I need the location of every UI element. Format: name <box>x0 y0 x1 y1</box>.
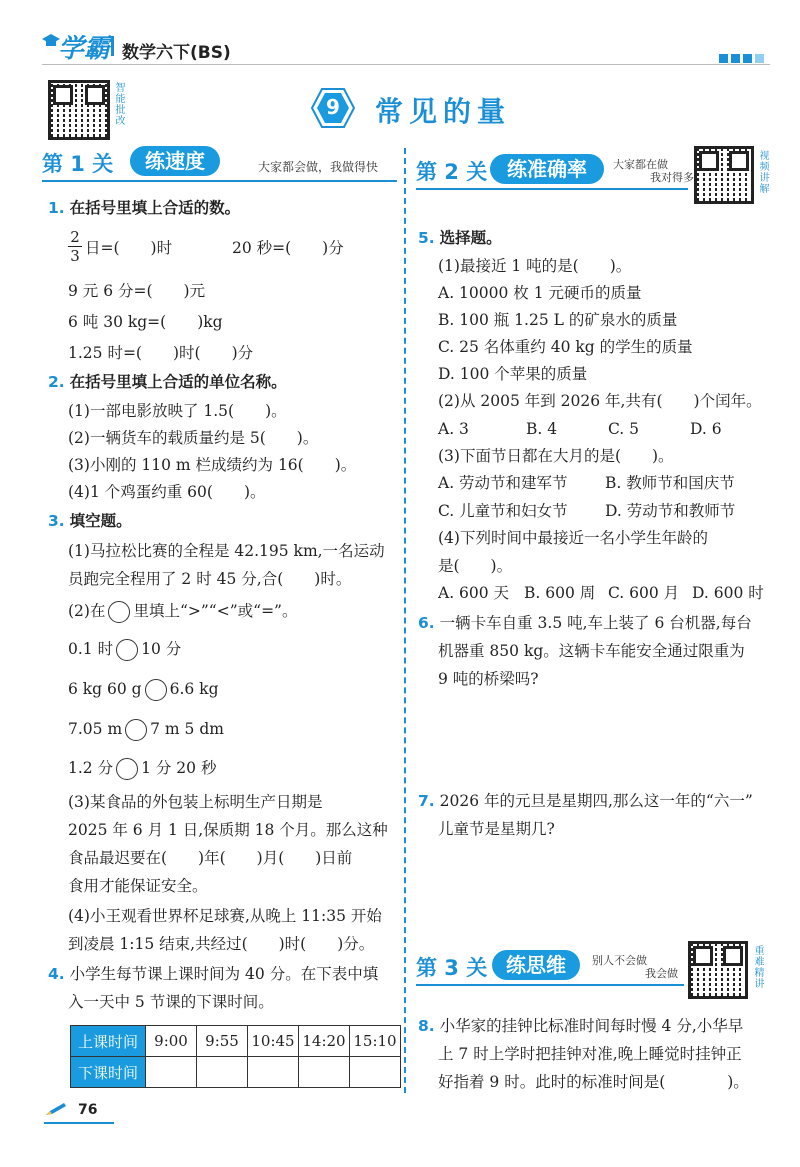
q2-title-line <box>48 371 287 393</box>
q5-s2-opt-c[interactable]: C. 5 <box>608 420 640 438</box>
q8-num: 8. <box>418 1017 435 1035</box>
cmp-left: 6 kg 60 g <box>68 680 142 698</box>
q5-s2-opt-a[interactable]: A. 3 <box>438 420 469 438</box>
header-squares <box>719 48 764 67</box>
q1-a: 日=( )时 <box>85 239 173 257</box>
cmp-left: 1.2 分 <box>68 759 114 777</box>
q5-num: 5. <box>418 229 435 247</box>
q8-line3: 好指着 9 时。此时的标准时间是( )。 <box>438 1073 749 1091</box>
answer-cell[interactable] <box>197 1057 248 1088</box>
q5-s2-opt-d[interactable]: D. 6 <box>690 420 722 438</box>
section3-slogan1: 别人不会做 <box>592 954 647 967</box>
q3-cmp-2 <box>68 678 219 701</box>
qr-label-right-top: 视频讲解 <box>757 150 768 194</box>
q3-p1a: (1)马拉松比赛的全程是 42.195 km,一名运动 <box>68 542 385 560</box>
schedule-table <box>70 1025 401 1088</box>
q1-b: 20 秒=( )分 <box>232 239 344 257</box>
book-title: 数学六下(BS) <box>122 43 231 63</box>
table-cell: 9:00 <box>146 1026 197 1057</box>
table-cell: 15:10 <box>350 1026 401 1057</box>
q6-text1: 一辆卡车自重 3.5 吨,车上装了 6 台机器,每台 <box>439 614 752 632</box>
q7-text1: 2026 年的元旦是星期四,那么这一年的“六一” <box>439 792 753 810</box>
q3-num: 3. <box>48 512 65 530</box>
q5-s3-opt-b[interactable]: B. 教师节和国庆节 <box>605 474 735 492</box>
q8-text1: 小华家的挂钟比标准时间每时慢 4 分,小华早 <box>439 1017 744 1035</box>
q6-line3: 9 吨的桥梁吗? <box>438 670 539 688</box>
q5-s4-opt-a[interactable]: A. 600 天 <box>438 584 510 602</box>
q5-s2-opt-b[interactable]: B. 4 <box>526 420 558 438</box>
section2-slogan2: 我对得多 <box>650 171 694 184</box>
q1-title-line <box>48 197 240 219</box>
q5-s1-opt-d[interactable]: D. 100 个苹果的质量 <box>438 365 588 383</box>
q1-num: 1. <box>48 199 65 217</box>
q5-s4-opt-d[interactable]: D. 600 时 <box>692 584 764 602</box>
cmp-left: 7.05 m <box>68 720 123 738</box>
q4-num: 4. <box>48 965 65 983</box>
q2-item-2: (2)一辆货车的载质量约是 5( )。 <box>68 429 319 447</box>
q3-cmp-3 <box>68 718 224 741</box>
q2-title: 在括号里填上合适的单位名称。 <box>69 373 287 391</box>
q1-c: 9 元 6 分=( )元 <box>68 282 206 300</box>
row-header: 下课时间 <box>71 1057 146 1088</box>
q5-s4a: (4)下列时间中最接近一名小学生年龄的 <box>438 529 708 547</box>
table-row <box>71 1026 401 1057</box>
compare-circle-input[interactable] <box>116 639 138 661</box>
q5-s4-opt-c[interactable]: C. 600 月 <box>608 584 680 602</box>
section1-title: 第 1 关 <box>42 152 114 176</box>
section1-slogan: 大家都会做，我做得快 <box>258 160 379 174</box>
footer-rule <box>44 1122 114 1124</box>
q3-cmp-1 <box>68 638 181 661</box>
q3-p3-3: 食品最迟要在( )年( )月( )日前 <box>68 849 353 867</box>
q4-text1: 小学生每节课上课时间为 40 分。在下表中填 <box>69 965 379 983</box>
q5-s3-opt-c[interactable]: C. 儿童节和妇女节 <box>438 502 568 520</box>
q7-line1 <box>418 790 753 812</box>
q8-line1 <box>418 1015 743 1037</box>
fraction-denominator: 3 <box>68 246 82 265</box>
answer-cell[interactable] <box>350 1057 401 1088</box>
answer-cell[interactable] <box>299 1057 350 1088</box>
compare-circle <box>108 601 130 623</box>
answer-cell[interactable] <box>146 1057 197 1088</box>
section3-pill: 练思维 <box>492 950 580 980</box>
q7-line2: 儿童节是星期几? <box>438 820 555 838</box>
header-divider <box>111 36 114 56</box>
q3-title-line <box>48 510 132 532</box>
q6-num: 6. <box>418 614 435 632</box>
q1-e: 1.25 时=( )时( )分 <box>68 344 254 362</box>
table-row <box>71 1057 401 1088</box>
q2-item-4: (4)1 个鸡蛋约重 60( )。 <box>68 483 266 501</box>
q5-s1-opt-a[interactable]: A. 10000 枚 1 元硬币的质量 <box>438 284 642 302</box>
q1-fraction <box>68 228 82 265</box>
page-number: 76 <box>78 1102 98 1118</box>
section2-title: 第 2 关 <box>416 160 488 184</box>
section2-underline <box>416 188 688 190</box>
q5-title: 选择题。 <box>439 229 502 247</box>
q5-s3-opt-d[interactable]: D. 劳动节和教师节 <box>605 502 736 520</box>
table-cell: 10:45 <box>248 1026 299 1057</box>
q5-s4-opt-b[interactable]: B. 600 周 <box>524 584 596 602</box>
table-cell: 9:55 <box>197 1026 248 1057</box>
qr-code-right-bottom[interactable] <box>688 941 748 999</box>
unit-badge <box>311 88 355 128</box>
q7-num: 7. <box>418 792 435 810</box>
q3-p4-2: 到凌晨 1:15 结束,共经过( )时( )分。 <box>68 935 375 953</box>
section3-title: 第 3 关 <box>416 956 488 980</box>
qr-label-right-bottom: 重难精讲 <box>752 945 763 989</box>
q2-item-3: (3)小刚的 110 m 栏成绩约为 16( )。 <box>68 456 357 474</box>
q3-cmp-4 <box>68 757 216 780</box>
q3-title: 填空题。 <box>69 512 132 530</box>
section3-underline <box>416 984 684 986</box>
cmp-left: 0.1 时 <box>68 640 114 658</box>
q2-item-1: (1)一部电影放映了 1.5( )。 <box>68 402 287 420</box>
unit-number: 9 <box>326 95 340 119</box>
q4-line2: 入一天中 5 节课的下课时间。 <box>68 993 274 1011</box>
q8-line2: 上 7 时上学时把挂钟对准,晚上睡觉时挂钟正 <box>438 1045 742 1063</box>
qr-label-left: 智能批改 <box>113 82 124 126</box>
q3-p4-1: (4)小王观看世界杯足球赛,从晚上 11:35 开始 <box>68 907 382 925</box>
cmp-right: 10 分 <box>141 640 182 658</box>
header-logo <box>42 28 120 62</box>
q3-p1b: 员跑完全程用了 2 时 45 分,合( )时。 <box>68 570 352 588</box>
q5-s2: (2)从 2005 年到 2026 年,共有( )个闰年。 <box>438 392 762 410</box>
q6-answer-area[interactable] <box>418 695 768 780</box>
compare-circle-input[interactable] <box>125 719 147 741</box>
logo-text: 学霸 <box>58 34 111 64</box>
q7-answer-area[interactable] <box>418 845 768 930</box>
answer-cell[interactable] <box>248 1057 299 1088</box>
column-divider <box>404 148 406 1093</box>
table-cell: 14:20 <box>299 1026 350 1057</box>
q2-num: 2. <box>48 373 65 391</box>
fraction-numerator: 2 <box>70 228 80 246</box>
section1-underline <box>42 180 397 182</box>
unit-title: 常见的量 <box>375 95 512 128</box>
section2-pill: 练准确率 <box>490 154 604 184</box>
section3-slogan2: 我会做 <box>645 967 678 980</box>
q3-p3-2: 2025 年 6 月 1 日,保质期 18 个月。那么这种 <box>68 821 388 839</box>
header-rule <box>42 64 770 65</box>
q5-s3: (3)下面节日都在大月的是( )。 <box>438 447 674 465</box>
q3-p2b: 里填上“>”“<”或“=”。 <box>133 602 298 620</box>
q5-s3-opt-a[interactable]: A. 劳动节和建军节 <box>438 474 568 492</box>
q3-p3-1: (3)某食品的外包装上标明生产日期是 <box>68 793 323 811</box>
q5-title-line <box>418 227 502 249</box>
q5-s1: (1)最接近 1 吨的是( )。 <box>438 257 632 275</box>
compare-circle-input[interactable] <box>116 758 138 780</box>
pencil-icon <box>44 1101 68 1117</box>
q3-p2 <box>68 600 297 623</box>
q6-line2: 机器重 850 kg。这辆卡车能安全通过限重为 <box>438 642 745 660</box>
q5-s1-opt-c[interactable]: C. 25 名体重约 40 kg 的学生的质量 <box>438 338 693 356</box>
cmp-right: 7 m 5 dm <box>150 720 224 738</box>
q3-p3-4: 食用才能保证安全。 <box>68 877 208 895</box>
row-header: 上课时间 <box>71 1026 146 1057</box>
q5-s4b: 是( )。 <box>438 557 513 575</box>
q6-line1 <box>418 612 752 634</box>
cmp-right: 1 分 20 秒 <box>141 759 217 777</box>
section2-slogan1: 大家都在做 <box>613 158 668 171</box>
qr-code-right-top[interactable] <box>694 146 754 204</box>
section1-pill: 练速度 <box>130 146 220 176</box>
cmp-right: 6.6 kg <box>169 680 219 698</box>
q1-d: 6 吨 30 kg=( )kg <box>68 313 223 331</box>
q1-title: 在括号里填上合适的数。 <box>69 199 241 217</box>
q3-p2a: (2)在 <box>68 602 106 620</box>
qr-code-left[interactable] <box>48 80 110 140</box>
compare-circle-input[interactable] <box>145 679 167 701</box>
q5-s1-opt-b[interactable]: B. 100 瓶 1.25 L 的矿泉水的质量 <box>438 311 678 329</box>
q4-line1 <box>48 963 378 985</box>
